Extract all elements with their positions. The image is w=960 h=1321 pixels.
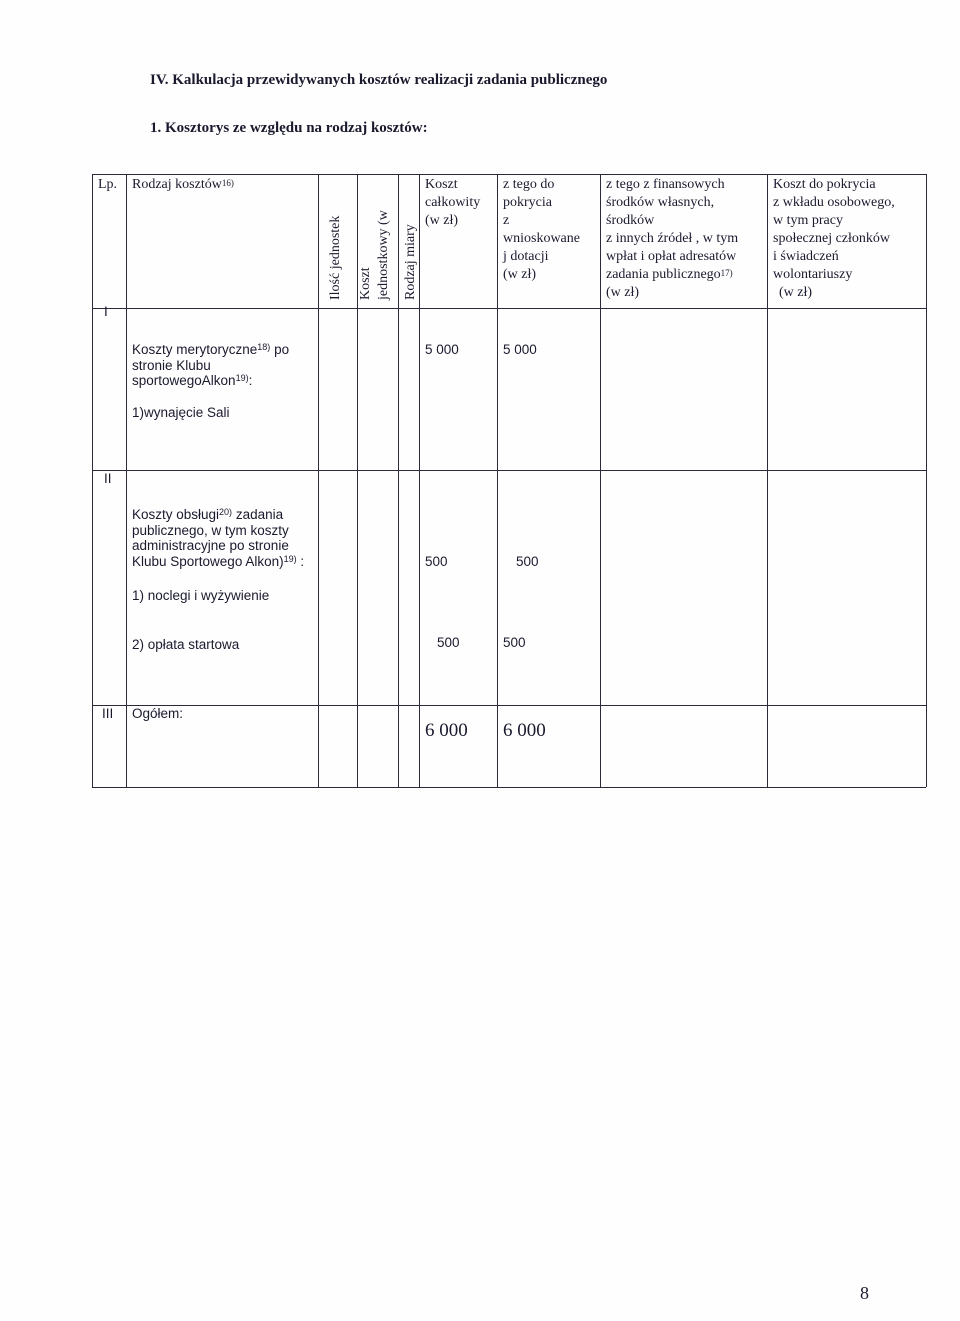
description-text: sportowegoAlkon [132, 373, 236, 388]
header-line: Koszt [425, 177, 458, 192]
header-line: środków [606, 213, 655, 228]
table-col-divider [497, 174, 498, 787]
header-line: wolontariuszy [773, 267, 853, 282]
header-line: z wkładu osobowego, [773, 195, 895, 210]
header-koszt-jednostkowy-line2: jednostkowy (w [376, 210, 391, 300]
description-line [132, 554, 304, 570]
header-line: z tego z finansowych [606, 177, 725, 192]
header-line: wnioskowane [503, 231, 580, 246]
header-ilosc-label: Ilość jednostek [328, 215, 343, 300]
header-line: (w zł) [606, 285, 640, 300]
footnote-ref: 18) [257, 342, 271, 352]
table-row-divider [92, 308, 926, 309]
header-dotacja [503, 176, 580, 284]
page-number: 8 [860, 1283, 869, 1303]
description-line: stronie Klubu [132, 357, 211, 373]
dotacja-value: 500 [516, 554, 539, 569]
table-border-left [92, 174, 93, 787]
header-rodzaj-miary-label: Rodzaj miary [403, 224, 418, 300]
header-koszt-jednostkowy [357, 210, 393, 300]
section-subtitle: 1. Kosztorys ze względu na rodzaj kosztów: [150, 120, 428, 136]
table-row-divider [92, 470, 926, 471]
header-koszt-jednostkowy-line1: Koszt [358, 267, 373, 300]
header-wklad-osobowy [773, 176, 923, 302]
header-line: pokrycia [503, 195, 552, 210]
page-title: IV. Kalkulacja przewidywanych kosztów realizacji zadania publicznego [150, 72, 608, 88]
section-number: I [104, 304, 108, 319]
header-line: i świadczeń [773, 249, 839, 264]
description-line [132, 507, 304, 523]
header-line: z tego do [503, 177, 555, 192]
cost-item: 1)wynajęcie Sali [132, 405, 230, 420]
table-col-divider [398, 174, 399, 787]
dotacja-value: 5 000 [503, 342, 537, 357]
table-border-bottom [92, 787, 926, 788]
header-line: z innych źródeł , w tym [606, 231, 739, 246]
header-koszt-calkowity [425, 176, 480, 230]
cost-item: 1) noclegi i wyżywienie [132, 588, 270, 603]
table-border-top [92, 174, 926, 175]
header-line-text: zadania publicznego [606, 267, 721, 282]
description-text: : [248, 373, 253, 388]
header-line: wpłat i opłat adresatów [606, 249, 737, 264]
description-line: administracyjne po stronie [132, 538, 289, 553]
header-rodzaj [132, 176, 234, 194]
header-lp: Lp. [98, 177, 118, 192]
koszt-calkowity-value: 500 [437, 635, 460, 650]
koszt-calkowity-value: 500 [425, 554, 448, 569]
section-description [132, 342, 289, 389]
footnote-ref: 16) [221, 178, 234, 188]
header-line: (w zł) [779, 285, 813, 300]
total-label: Ogółem: [132, 706, 184, 721]
header-line: Koszt do pokrycia [773, 177, 876, 192]
footnote-ref: 17) [720, 268, 733, 278]
section-description [132, 507, 304, 569]
header-line: społecznej członków [773, 231, 891, 246]
header-line: całkowity [425, 195, 481, 210]
description-text: : [296, 553, 305, 569]
total-koszt-calkowity: 6 000 [425, 720, 468, 741]
table-col-divider [126, 174, 127, 787]
table-row-divider [92, 705, 926, 706]
description-text: Klubu Sportowego Alkon) [132, 553, 284, 569]
table-border-right [926, 174, 927, 787]
header-line: w tym pracy [773, 213, 843, 228]
description-line [132, 342, 289, 358]
header-srodki-finansowe [606, 176, 738, 302]
dotacja-value: 500 [503, 635, 526, 650]
header-ilosc [327, 216, 345, 300]
footnote-ref: 20) [219, 507, 233, 517]
description-text: po [270, 342, 290, 357]
description-line: publicznego, w tym koszty [132, 522, 289, 538]
description-text: Koszty obsługi [132, 507, 220, 522]
header-rodzaj-miary [402, 224, 420, 300]
description-line [132, 373, 289, 389]
cost-item: 2) opłata startowa [132, 637, 240, 652]
total-dotacja: 6 000 [503, 720, 546, 741]
table-col-divider [767, 174, 768, 787]
header-line: (w zł) [503, 267, 537, 282]
description-text: zadania [232, 507, 284, 522]
table-col-divider [600, 174, 601, 787]
header-rodzaj-label: Rodzaj kosztów [132, 177, 222, 192]
table-col-divider [318, 174, 319, 787]
section-number: III [102, 706, 114, 721]
footnote-ref: 19) [283, 553, 297, 564]
header-line: j dotacji [503, 249, 549, 264]
section-number: II [104, 471, 112, 486]
header-line: środków własnych, [606, 195, 715, 210]
koszt-calkowity-value: 5 000 [425, 342, 459, 357]
header-line: (w zł) [425, 213, 459, 228]
footnote-ref: 19) [235, 373, 249, 383]
header-line: z [503, 213, 510, 228]
description-text: Koszty merytoryczne [132, 342, 258, 357]
header-line [606, 266, 738, 284]
